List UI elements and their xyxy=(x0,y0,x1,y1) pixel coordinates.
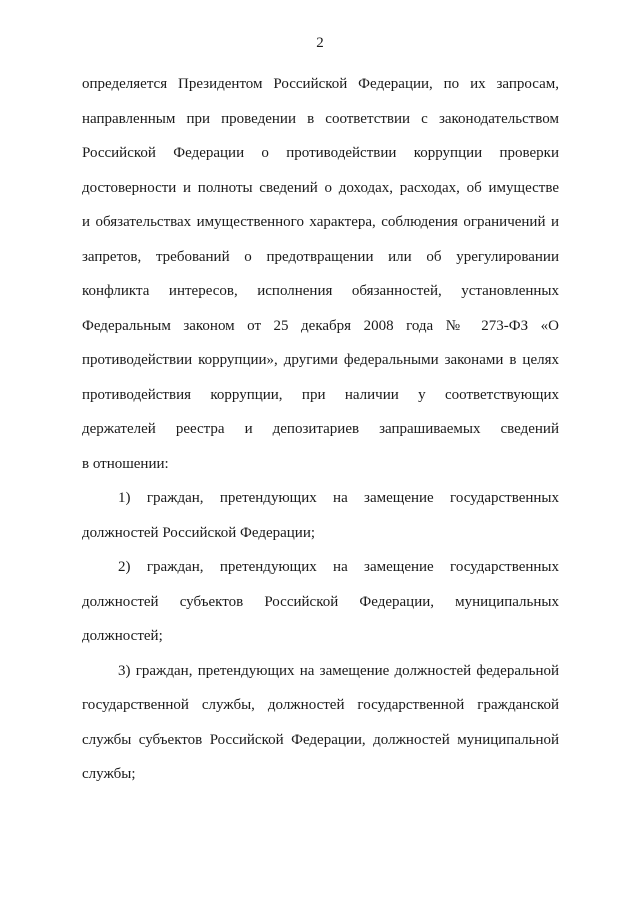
page-number: 2 xyxy=(316,35,324,51)
text-line: определяется Президентом Российской Федерации, по их запросам, xyxy=(82,76,559,92)
text-line: должностей; xyxy=(82,628,163,644)
list-item-2 xyxy=(82,550,559,654)
document-body xyxy=(82,67,559,792)
text-line: Федеральным законом от 25 декабря 2008 года № 273-ФЗ «О xyxy=(82,317,559,334)
list-item-1 xyxy=(82,481,559,550)
text-line: Российской Федерации о противодействии коррупции проверки xyxy=(82,145,559,161)
text-line: держателей реестра и депозитариев запрашиваемых сведений xyxy=(82,421,559,437)
list-item-3 xyxy=(82,654,559,792)
text-line: и обязательствах имущественного характера, соблюдения ограничений и xyxy=(82,214,559,230)
text-line: государственной службы, должностей государственной гражданской xyxy=(82,697,559,713)
text-line: службы субъектов Российской Федерации, должностей муниципальной xyxy=(82,731,559,748)
text-line: достоверности и полноты сведений о доходах, расходах, об имуществе xyxy=(82,179,559,196)
paragraph-intro xyxy=(82,67,559,481)
text-line: должностей Российской Федерации; xyxy=(82,524,316,541)
text-line: запретов, требований о предотвращении или об урегулировании xyxy=(82,248,559,265)
text-line: 3) граждан, претендующих на замещение должностей федеральной xyxy=(118,662,559,679)
text-line: в отношении: xyxy=(82,455,169,472)
text-line: направленным при проведении в соответствии с законодательством xyxy=(82,110,559,127)
text-line: службы; xyxy=(82,766,136,782)
text-line: 1) граждан, претендующих на замещение государственных xyxy=(118,490,559,506)
text-line: противодействии коррупции», другими федеральными законами в целях xyxy=(82,352,559,368)
text-line: должностей субъектов Российской Федерации, муниципальных xyxy=(82,593,559,610)
text-line: 2) граждан, претендующих на замещение государственных xyxy=(118,559,559,575)
text-line: конфликта интересов, исполнения обязанностей, установленных xyxy=(82,283,559,299)
text-line: противодействия коррупции, при наличии у соответствующих xyxy=(82,386,559,403)
